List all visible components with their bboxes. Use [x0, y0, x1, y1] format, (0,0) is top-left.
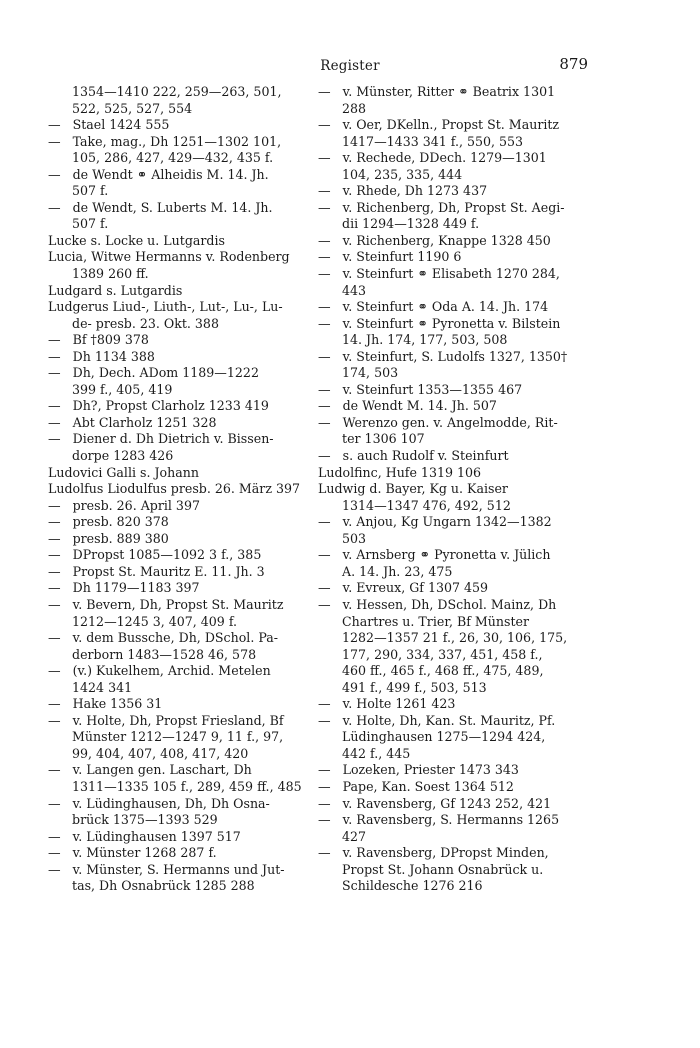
index-line: brück 1375—1393 529 — [48, 812, 218, 828]
index-line: Schildesche 1276 216 — [318, 878, 483, 894]
index-line: Ludolfus Liodulfus presb. 26. März 397 — [48, 481, 300, 497]
index-line: — v. Richenberg, Knappe 1328 450 — [318, 232, 551, 248]
index-line: 491 f., 499 f., 503, 513 — [318, 679, 487, 695]
index-line: Ludwig d. Bayer, Kg u. Kaiser — [318, 481, 508, 497]
index-line: 503 — [318, 530, 367, 546]
index-line: — v. Steinfurt 1190 6 — [318, 249, 462, 265]
index-line: — v. Münster, Ritter ⚭ Beatrix 1301 — [318, 84, 556, 99]
index-line: 288 — [318, 100, 367, 116]
index-line: — Dh 1134 388 — [48, 348, 155, 364]
index-line: — presb. 820 378 — [48, 514, 169, 530]
index-line: 522, 525, 527, 554 — [48, 100, 193, 116]
index-line: — de Wendt M. 14. Jh. 507 — [318, 398, 497, 414]
index-line: — v. Lüdinghausen 1397 517 — [48, 828, 241, 844]
index-line: 427 — [318, 828, 367, 844]
index-line: 507 f. — [48, 216, 109, 232]
index-line: — v. Ravensberg, Gf 1243 252, 421 — [318, 795, 552, 811]
index-line: — de Wendt, S. Luberts M. 14. Jh. — [48, 199, 273, 215]
index-line: — Bf †809 378 — [48, 332, 149, 348]
index-line: — Dh?, Propst Clarholz 1233 419 — [48, 398, 269, 414]
index-line: — v. Rechede, DDech. 1279—1301 — [318, 150, 547, 166]
index-line: — v. Münster 1268 287 f. — [48, 845, 217, 861]
index-line: 1354—1410 222, 259—263, 501, — [48, 84, 282, 99]
index-line: dii 1294—1328 449 f. — [318, 216, 480, 232]
index-line: 460 ff., 465 f., 468 ff., 475, 489, — [318, 663, 544, 679]
index-line: Chartres u. Trier, Bf Münster — [318, 613, 529, 629]
index-line: 105, 286, 427, 429—432, 435 f. — [48, 150, 274, 166]
index-line: — v. Hessen, Dh, DSchol. Mainz, Dh — [318, 596, 557, 612]
index-line: — v. Lüdinghausen, Dh, Dh Osna- — [48, 795, 270, 811]
index-line: 1212—1245 3, 407, 409 f. — [48, 613, 238, 629]
index-line: — v. Holte, Dh, Kan. St. Mauritz, Pf. — [318, 712, 556, 728]
index-line: — Dh 1179—1183 397 — [48, 580, 200, 596]
index-line: Lüdinghausen 1275—1294 424, — [318, 729, 546, 745]
index-line: 1282—1357 21 f., 26, 30, 106, 175, — [318, 630, 568, 646]
index-line: 507 f. — [48, 183, 109, 199]
index-line: tas, Dh Osnabrück 1285 288 — [48, 878, 255, 894]
index-line: — Take, mag., Dh 1251—1302 101, — [48, 133, 282, 149]
index-line: — v. Holte, Dh, Propst Friesland, Bf — [48, 712, 284, 728]
index-line: — presb. 26. April 397 — [48, 497, 200, 513]
index-line: 1424 341 — [48, 679, 133, 695]
index-line: Ludolfinc, Hufe 1319 106 — [318, 464, 482, 480]
index-line: — v. dem Bussche, Dh, DSchol. Pa- — [48, 630, 278, 646]
index-line: — Abt Clarholz 1251 328 — [48, 414, 217, 430]
index-line: — v. Steinfurt 1353—1355 467 — [318, 381, 523, 397]
index-line: — v. Steinfurt, S. Ludolfs 1327, 1350† — [318, 348, 568, 364]
index-line: derborn 1483—1528 46, 578 — [48, 646, 257, 662]
index-column-right — [318, 84, 574, 895]
index-line: Lucke s. Locke u. Lutgardis — [48, 232, 225, 248]
index-line: — Diener d. Dh Dietrich v. Bissen- — [48, 431, 274, 447]
index-line: — v. Langen gen. Laschart, Dh — [48, 762, 252, 778]
index-line: 104, 235, 335, 444 — [318, 166, 463, 182]
index-line: — de Wendt ⚭ Alheidis M. 14. Jh. — [48, 166, 269, 182]
index-line: — Hake 1356 31 — [48, 696, 163, 712]
index-line: 99, 404, 407, 408, 417, 420 — [48, 745, 249, 761]
index-line: 1311—1335 105 f., 289, 459 ff., 485 — [48, 778, 302, 794]
index-line: — DPropst 1085—1092 3 f., 385 — [48, 547, 262, 563]
index-line: de- presb. 23. Okt. 388 — [48, 315, 219, 331]
index-line: — presb. 889 380 — [48, 530, 169, 546]
index-line: — s. auch Rudolf v. Steinfurt — [318, 448, 509, 464]
index-line: — v. Oer, DKelln., Propst St. Mauritz — [318, 117, 560, 133]
index-line: — (v.) Kukelhem, Archid. Metelen — [48, 663, 271, 679]
index-line: 177, 290, 334, 337, 451, 458 f., — [318, 646, 543, 662]
index-line: — Pape, Kan. Soest 1364 512 — [318, 778, 514, 794]
index-line: — Werenzo gen. v. Angelmodde, Rit- — [318, 414, 558, 430]
index-line: 1417—1433 341 f., 550, 553 — [318, 133, 524, 149]
index-line: — v. Rhede, Dh 1273 437 — [318, 183, 488, 199]
index-line: 14. Jh. 174, 177, 503, 508 — [318, 332, 508, 348]
index-line: 1389 260 ff. — [48, 266, 149, 282]
index-line: Propst St. Johann Osnabrück u. — [318, 861, 544, 877]
header-title: Register — [320, 58, 380, 74]
index-line: — v. Ravensberg, S. Hermanns 1265 — [318, 812, 560, 828]
index-line: — Stael 1424 555 — [48, 117, 170, 133]
index-line: ter 1306 107 — [318, 431, 425, 447]
index-line: 1314—1347 476, 492, 512 — [318, 497, 511, 513]
index-line: — v. Holte 1261 423 — [318, 696, 456, 712]
index-line: — Dh, Dech. ADom 1189—1222 — [48, 365, 259, 381]
index-line: 174, 503 — [318, 365, 399, 381]
index-line: Ludgerus Liud-, Liuth-, Lut-, Lu-, Lu- — [48, 299, 283, 315]
index-line: Lucia, Witwe Hermanns v. Rodenberg — [48, 249, 290, 265]
index-line: 442 f., 445 — [318, 745, 411, 761]
index-line: 443 — [318, 282, 367, 298]
index-line: — Lozeken, Priester 1473 343 — [318, 762, 519, 778]
index-line: Ludgard s. Lutgardis — [48, 282, 183, 298]
page-number: 879 — [559, 55, 588, 73]
index-line: — v. Steinfurt ⚭ Pyronetta v. Bilstein — [318, 315, 561, 331]
index-line: — v. Arnsberg ⚭ Pyronetta v. Jülich — [318, 547, 551, 563]
index-line: Ludovici Galli s. Johann — [48, 464, 199, 480]
index-line: — v. Steinfurt ⚭ Oda A. 14. Jh. 174 — [318, 299, 549, 315]
index-line: 399 f., 405, 419 — [48, 381, 173, 397]
index-line: A. 14. Jh. 23, 475 — [318, 563, 453, 579]
index-line: — v. Richenberg, Dh, Propst St. Aegi- — [318, 199, 565, 215]
index-line: — v. Bevern, Dh, Propst St. Mauritz — [48, 596, 284, 612]
index-line: — Propst St. Mauritz E. 11. Jh. 3 — [48, 563, 265, 579]
index-line: — v. Evreux, Gf 1307 459 — [318, 580, 489, 596]
index-line: — v. Steinfurt ⚭ Elisabeth 1270 284, — [318, 266, 560, 282]
index-line: — v. Ravensberg, DPropst Minden, — [318, 845, 549, 861]
index-line: — v. Münster, S. Hermanns und Jut- — [48, 861, 285, 877]
index-line: — v. Anjou, Kg Ungarn 1342—1382 — [318, 514, 552, 530]
index-line: dorpe 1283 426 — [48, 448, 174, 464]
index-column-left — [48, 84, 303, 895]
index-line: Münster 1212—1247 9, 11 f., 97, — [48, 729, 284, 745]
